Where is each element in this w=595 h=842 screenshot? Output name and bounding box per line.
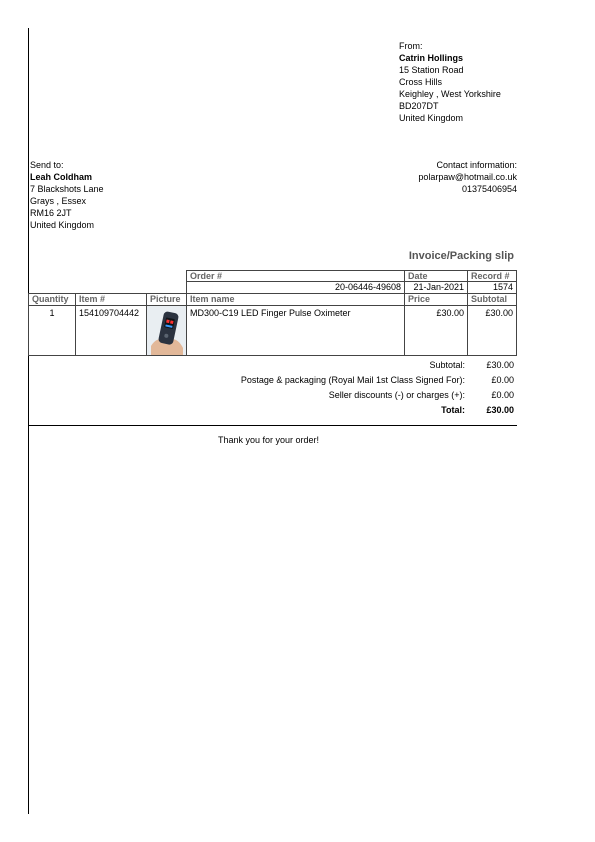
contact-email[interactable]: polarpaw@hotmail.co.uk bbox=[418, 172, 517, 182]
totals-values bbox=[486, 358, 514, 418]
sendto-name: Leah Coldham bbox=[30, 172, 93, 182]
order-number-value: 20-06446-49608 bbox=[186, 281, 405, 294]
row-quantity: 1 bbox=[28, 305, 76, 356]
discounts-value: £0.00 bbox=[491, 390, 514, 400]
postage-label: Postage & packaging (Royal Mail 1st Class Signed For): bbox=[240, 375, 465, 385]
sendto-line2: Grays , Essex bbox=[30, 196, 87, 206]
from-address bbox=[399, 40, 501, 124]
record-value: 1574 bbox=[467, 281, 517, 294]
contact-information bbox=[418, 159, 517, 195]
divider bbox=[28, 425, 517, 426]
row-price: £30.00 bbox=[404, 305, 468, 356]
subtotal-value: £30.00 bbox=[486, 360, 514, 370]
date-value: 21-Jan-2021 bbox=[404, 281, 468, 294]
total-value: £30.00 bbox=[486, 405, 514, 415]
thank-you-message: Thank you for your order! bbox=[218, 435, 320, 445]
from-line5: United Kingdom bbox=[399, 113, 464, 123]
from-line1: 15 Station Road bbox=[399, 65, 464, 75]
record-header: Record # bbox=[467, 270, 517, 282]
pulse-oximeter-image bbox=[147, 306, 187, 356]
sendto-heading: Send to: bbox=[30, 160, 64, 170]
price-header: Price bbox=[404, 293, 468, 306]
contact-phone: 01375406954 bbox=[461, 184, 517, 194]
sendto-line1: 7 Blackshots Lane bbox=[30, 184, 104, 194]
date-header: Date bbox=[404, 270, 468, 282]
row-item-number[interactable]: 154109704442 bbox=[75, 305, 147, 356]
postage-value: £0.00 bbox=[491, 375, 514, 385]
row-item-name[interactable]: MD300-C19 LED Finger Pulse Oximeter bbox=[186, 305, 405, 356]
order-number-header: Order # bbox=[186, 270, 405, 282]
from-name: Catrin Hollings bbox=[399, 53, 464, 63]
item-name-header: Item name bbox=[186, 293, 405, 306]
from-line3: Keighley , West Yorkshire bbox=[399, 89, 501, 99]
quantity-header: Quantity bbox=[28, 293, 76, 306]
sendto-address bbox=[30, 159, 104, 231]
left-margin-line bbox=[28, 28, 29, 814]
sendto-line3: RM16 2JT bbox=[30, 208, 72, 218]
from-line2: Cross Hills bbox=[399, 77, 443, 87]
from-line4: BD207DT bbox=[399, 101, 439, 111]
contact-heading: Contact information: bbox=[436, 160, 517, 170]
invoice-title: Invoice/Packing slip bbox=[408, 250, 514, 262]
total-label: Total: bbox=[441, 405, 465, 415]
row-picture[interactable] bbox=[146, 305, 187, 356]
from-heading: From: bbox=[399, 41, 423, 51]
subtotal-label: Subtotal: bbox=[429, 360, 465, 370]
sendto-line4: United Kingdom bbox=[30, 220, 95, 230]
item-number-header: Item # bbox=[75, 293, 147, 306]
subtotal-header: Subtotal bbox=[467, 293, 517, 306]
discounts-label: Seller discounts (-) or charges (+): bbox=[328, 390, 465, 400]
picture-header: Picture bbox=[146, 293, 187, 306]
row-subtotal: £30.00 bbox=[467, 305, 517, 356]
totals-labels bbox=[241, 358, 465, 418]
